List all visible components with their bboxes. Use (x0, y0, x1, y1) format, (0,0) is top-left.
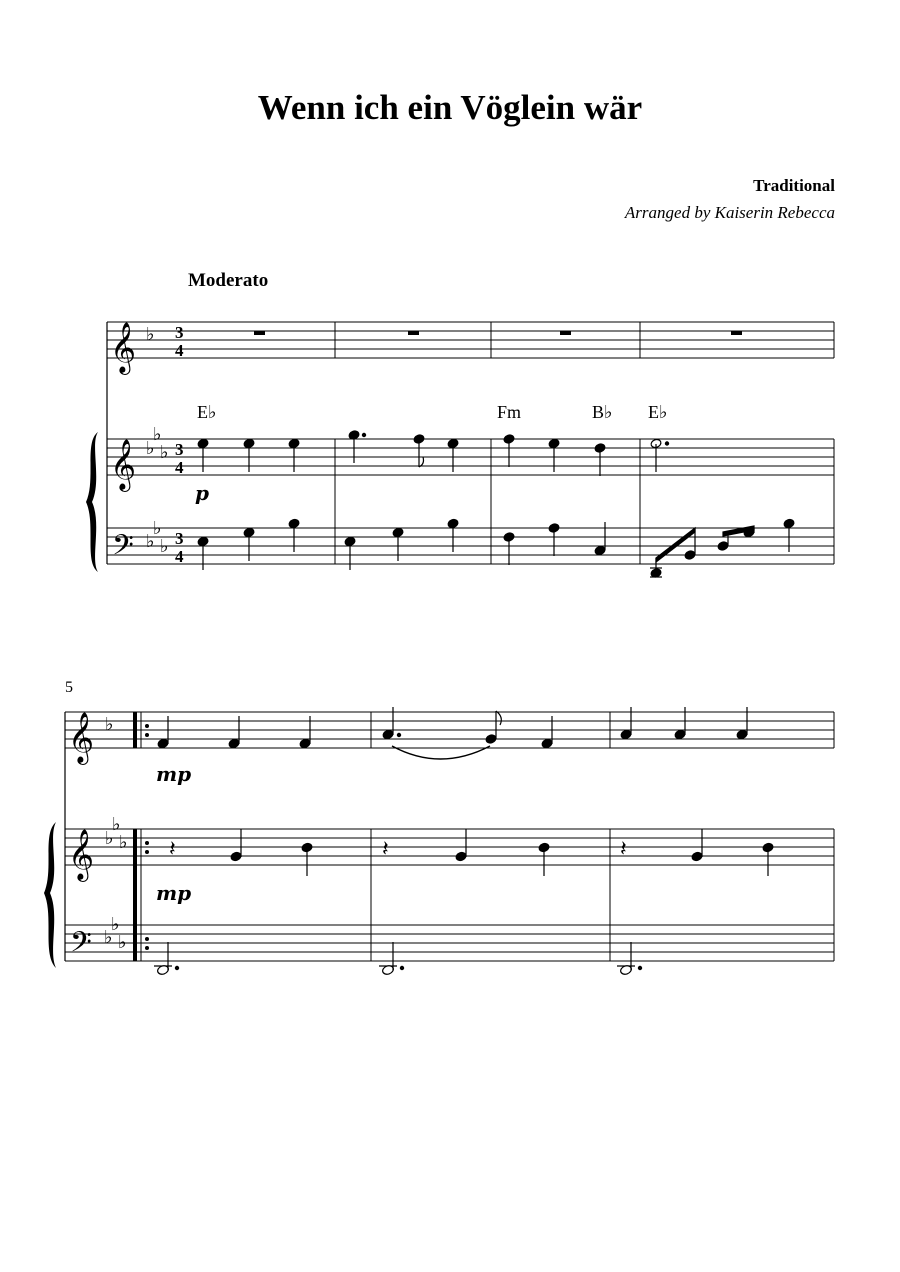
note-head (228, 738, 240, 749)
dot (665, 442, 668, 445)
composer-credit: Traditional (753, 176, 835, 195)
flat-icon: ♭ (112, 814, 121, 835)
whole-rest (731, 331, 742, 335)
treble-clef-icon: 𝄞 (110, 322, 137, 373)
arranger-credit: Arranged by Kaiserin Rebecca (624, 203, 835, 222)
system2-piano-bass-staff (65, 925, 834, 961)
system2-piano-treble-staff (65, 829, 834, 865)
note-head (157, 738, 169, 749)
note-head (691, 851, 703, 862)
repeat-barline (133, 712, 137, 748)
whole-rest (408, 331, 419, 335)
note-head (485, 734, 497, 745)
dynamic-marking: mp (156, 762, 192, 786)
brace-icon (86, 432, 98, 572)
system1-piano-treble-staff (107, 439, 834, 475)
time-signature-bottom: 4 (175, 547, 184, 566)
whole-rest (560, 331, 571, 335)
flat-icon: ♭ (160, 536, 169, 557)
flat-icon: ♭ (105, 828, 114, 849)
flat-icon: ♭ (104, 927, 113, 948)
flat-icon: ♭ (146, 438, 155, 459)
dot (638, 966, 641, 969)
time-signature-bottom: 4 (175, 341, 184, 360)
note-head (230, 851, 242, 862)
flat-icon: ♭ (105, 714, 114, 735)
treble-clef-icon: 𝄞 (110, 439, 137, 490)
note-head (674, 729, 686, 740)
tempo-marking: Moderato (188, 270, 269, 291)
chord-symbol: Fm (497, 402, 522, 422)
system1-solo-staff (107, 322, 834, 358)
dot (175, 966, 178, 969)
note-head (684, 550, 696, 561)
treble-clef-icon: 𝄞 (68, 829, 95, 880)
note-head (455, 851, 467, 862)
time-signature-top: 3 (175, 440, 184, 459)
time-signature-top: 3 (175, 323, 184, 342)
measure-number: 5 (65, 679, 73, 696)
repeat-dot (145, 850, 149, 854)
note-head (594, 545, 606, 556)
chord-symbol: B♭ (592, 402, 613, 422)
note-head (382, 729, 394, 740)
flat-icon: ♭ (111, 914, 120, 935)
whole-rest (254, 331, 265, 335)
time-signature-bottom: 4 (175, 458, 184, 477)
chord-symbol: E♭ (648, 402, 668, 422)
chord-symbol: E♭ (197, 402, 217, 422)
flat-icon: ♭ (119, 832, 128, 853)
repeat-dot (145, 946, 149, 950)
quarter-rest-icon: 𝄽 (382, 837, 389, 862)
repeat-dot (145, 733, 149, 737)
flat-icon: ♭ (146, 324, 155, 345)
bass-clef-icon: 𝄢 (112, 529, 134, 569)
dot (400, 966, 403, 969)
time-signature-top: 3 (175, 529, 184, 548)
note-head (717, 541, 729, 552)
flat-icon: ♭ (118, 932, 127, 953)
page-title: Wenn ich ein Vöglein wär (257, 88, 643, 127)
dynamic-marking: mp (156, 881, 192, 905)
flat-icon: ♭ (160, 442, 169, 463)
note-flag (496, 711, 501, 725)
quarter-rest-icon: 𝄽 (620, 837, 627, 862)
note-head (620, 729, 632, 740)
repeat-dot (145, 937, 149, 941)
system2-solo-staff (65, 712, 834, 748)
flat-icon: ♭ (153, 424, 162, 445)
flat-icon: ♭ (146, 531, 155, 552)
flat-icon: ♭ (153, 518, 162, 539)
treble-clef-icon: 𝄞 (68, 712, 95, 763)
bass-clef-icon: 𝄢 (70, 926, 92, 966)
note-head (541, 738, 553, 749)
quarter-rest-icon: 𝄽 (169, 837, 176, 862)
repeat-dot (145, 724, 149, 728)
dot (397, 733, 400, 736)
brace-icon (44, 822, 56, 968)
repeat-dot (145, 841, 149, 845)
dot (362, 433, 365, 436)
note-head (736, 729, 748, 740)
repeat-barline (133, 829, 137, 961)
dynamic-marking: p (195, 481, 209, 505)
note-head (299, 738, 311, 749)
